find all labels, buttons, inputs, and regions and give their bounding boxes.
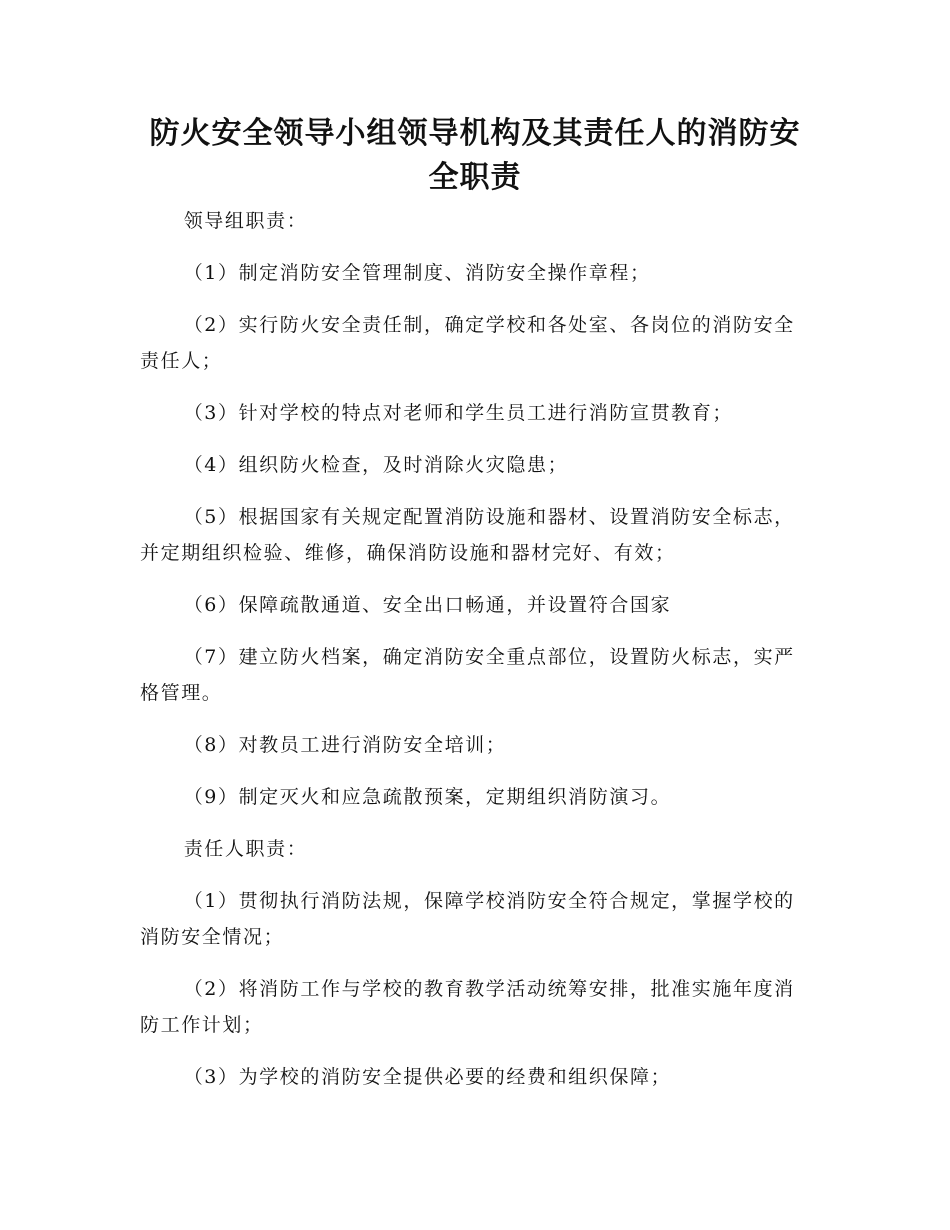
- section-heading-leadership: 领导组职责：: [183, 210, 308, 232]
- leadership-duty-5: （5）根据国家有关规定配置消防设施和器材、设置消防安全标志，并定期组织检验、维修，确保消防设施和器材完好、有效；: [140, 506, 795, 564]
- leadership-duty-4: （4）组织防火检查，及时消除火灾隐患；: [183, 454, 569, 476]
- leadership-duty-3: （3）针对学校的特点对老师和学生员工进行消防宣贯教育；: [183, 402, 733, 424]
- leadership-duty-2: （2）实行防火安全责任制，确定学校和各处室、各岗位的消防安全责任人；: [140, 314, 795, 372]
- leadership-duty-7: （7）建立防火档案，确定消防安全重点部位，设置防火标志，实严格管理。: [140, 646, 795, 704]
- title-line-1: 防火安全领导小组领导机构及其责任人的消防安: [149, 116, 801, 151]
- title-line-2: 全职责: [428, 160, 522, 195]
- document-title: [140, 112, 810, 200]
- responsible-duty-1: （1）贯彻执行消防法规，保障学校消防安全符合规定，掌握学校的消防安全情况；: [140, 890, 795, 948]
- document-body: [140, 203, 812, 1111]
- leadership-duty-6: （6）保障疏散通道、安全出口畅通，并设置符合国家: [183, 594, 672, 616]
- responsible-duty-3: （3）为学校的消防安全提供必要的经费和组织保障；: [183, 1066, 672, 1088]
- leadership-duty-1: （1）制定消防安全管理制度、消防安全操作章程；: [183, 262, 651, 284]
- leadership-duty-8: （8）对教员工进行消防安全培训；: [183, 734, 507, 756]
- responsible-duty-2: （2）将消防工作与学校的教育教学活动统筹安排，批准实施年度消防工作计划；: [140, 978, 795, 1036]
- section-heading-responsible-person: 责任人职责：: [183, 838, 308, 860]
- leadership-duty-9: （9）制定灭火和应急疏散预案，定期组织消防演习。: [183, 786, 672, 808]
